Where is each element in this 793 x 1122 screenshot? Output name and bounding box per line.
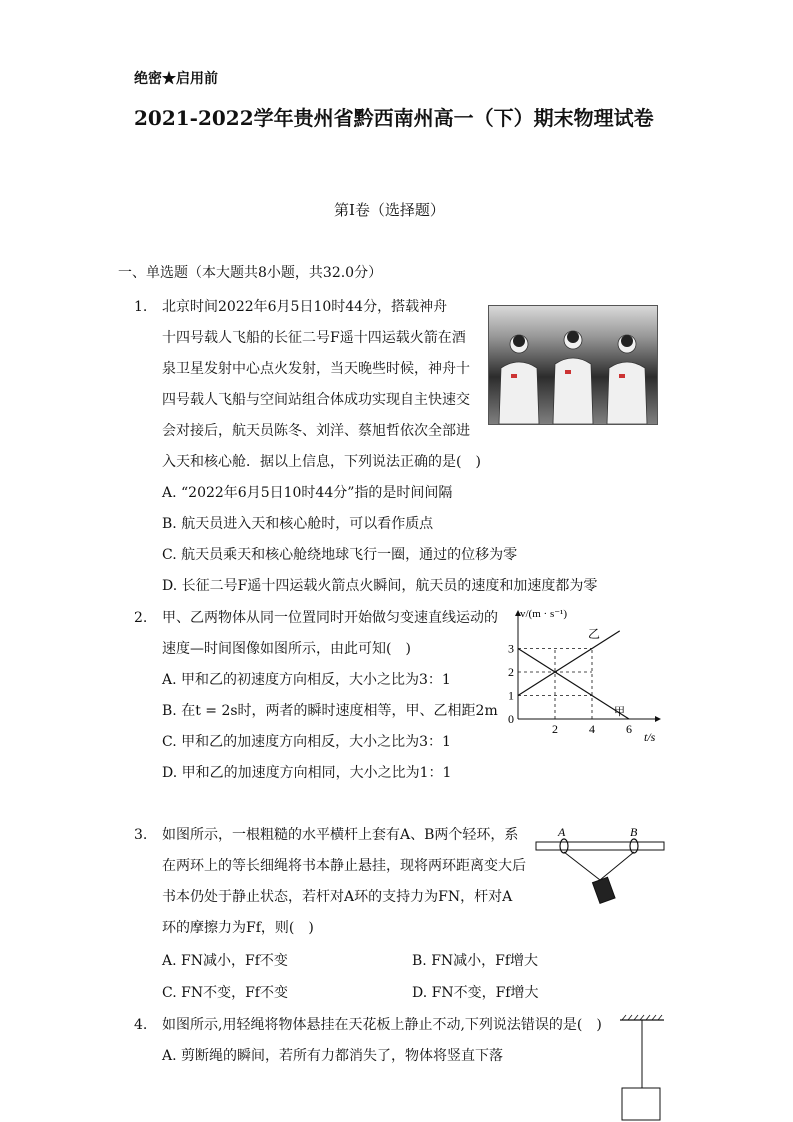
astronauts-figure (489, 306, 657, 424)
volume-title: 第I卷（选择题） (334, 201, 445, 219)
q3-line-3: 书本仍处于静止状态，若杆对A环的支持力为FN，杆对A (162, 889, 513, 905)
series-line (518, 631, 620, 696)
q1-line-2: 十四号载人飞船的长征二号F遥十四运载火箭在酒 (162, 330, 466, 346)
vt-chart (500, 605, 680, 745)
secret-mark: 绝密★启用前 (134, 71, 218, 87)
y-tick-label: 1 (508, 688, 514, 703)
ceiling-hatching (622, 1015, 662, 1020)
q4-option-a: A. 剪断绳的瞬间，若所有力都消失了，物体将竖直下落 (162, 1048, 504, 1064)
x-tick-label: 6 (626, 722, 632, 736)
series-label-yi: 乙 (588, 627, 601, 641)
q1-option-a: A. “2022年6月5日10时44分”指的是时间间隔 (162, 485, 453, 501)
q2-option-d: D. 甲和乙的加速度方向相同，大小之比为1：1 (162, 765, 452, 781)
book (592, 877, 615, 903)
q4-line-1: 如图所示,用轻绳将物体悬挂在天花板上静止不动,下列说法错误的是( ) (162, 1017, 602, 1033)
series-lines (518, 631, 629, 719)
ring-b-label: B (630, 825, 638, 839)
horizontal-rod (536, 842, 664, 850)
q2-option-c: C. 甲和乙的加速度方向相反，大小之比为3：1 (162, 734, 451, 750)
q2-number: 2. (134, 610, 148, 626)
x-axis-label: t/s (644, 730, 656, 744)
q3-line-2: 在两环上的等长细绳将书本静止悬挂，现将两环距离变大后 (162, 858, 526, 874)
string-right (600, 852, 634, 880)
q3-option-b: B. FN减小，Ff增大 (412, 953, 539, 969)
y-axis-label: v/(m · s⁻¹) (520, 608, 567, 620)
string-left (564, 852, 600, 880)
q1-line-6: 入天和核心舱．据以上信息，下列说法正确的是( ) (162, 454, 481, 470)
ring-a-label: A (558, 825, 566, 839)
x-tick-label: 4 (589, 722, 595, 736)
q1-line-1: 北京时间2022年6月5日10时44分，搭载神舟 (162, 299, 448, 315)
origin-label: 0 (508, 712, 514, 726)
q2-option-b: B. 在t = 2s时，两者的瞬时速度相等，甲、乙相距2m (162, 703, 498, 719)
rod-rings-figure (530, 822, 670, 922)
q1-line-4: 四号载人飞船与空间站组合体成功实现自主快速交 (162, 392, 470, 408)
q3-line-1: 如图所示，一根粗糙的水平横杆上套有A、B两个轻环，系 (162, 827, 519, 843)
q1-line-3: 泉卫星发射中心点火发射，当天晚些时候，神舟十 (162, 361, 470, 377)
q3-option-c: C. FN不变，Ff不变 (162, 985, 288, 1001)
q1-option-d: D. 长征二号F遥十四运载火箭点火瞬间，航天员的速度和加速度都为零 (162, 578, 598, 594)
q1-option-b: B. 航天员进入天和核心舱时，可以看作质点 (162, 516, 434, 532)
q2-line-1: 甲、乙两物体从同一位置同时开始做匀变速直线运动的 (162, 610, 498, 626)
q3-number: 3. (134, 827, 148, 843)
q1-number: 1. (134, 299, 148, 315)
hanging-box (622, 1088, 660, 1120)
series-label-jia: 甲 (614, 706, 625, 718)
q2-option-a: A. 甲和乙的初速度方向相反，大小之比为3：1 (162, 672, 451, 688)
q2-line-2: 速度—时间图像如图所示，由此可知( ) (162, 641, 411, 657)
y-tick-label: 3 (508, 641, 514, 656)
page-title: 2021-2022学年贵州省黔西南州高一（下）期末物理试卷 (134, 106, 654, 130)
x-tick-label: 2 (552, 722, 558, 736)
hanging-object-figure (610, 1012, 670, 1122)
q4-number: 4. (134, 1017, 148, 1033)
y-tick-label: 2 (508, 665, 514, 679)
q3-line-4: 环的摩擦力为Ff，则( ) (162, 920, 314, 936)
section-title: 一、单选题（本大题共8小题，共32.0分） (118, 265, 383, 281)
astronauts-photo (488, 305, 658, 425)
q3-option-a: A. FN减小，Ff不变 (162, 953, 288, 969)
q1-option-c: C. 航天员乘天和核心舱绕地球飞行一圈，通过的位移为零 (162, 547, 518, 563)
series-line (518, 649, 629, 720)
q3-option-d: D. FN不变，Ff增大 (412, 985, 539, 1001)
grid-lines (518, 649, 592, 720)
q1-line-5: 会对接后，航天员陈冬、刘洋、蔡旭哲依次全部进 (162, 423, 470, 439)
